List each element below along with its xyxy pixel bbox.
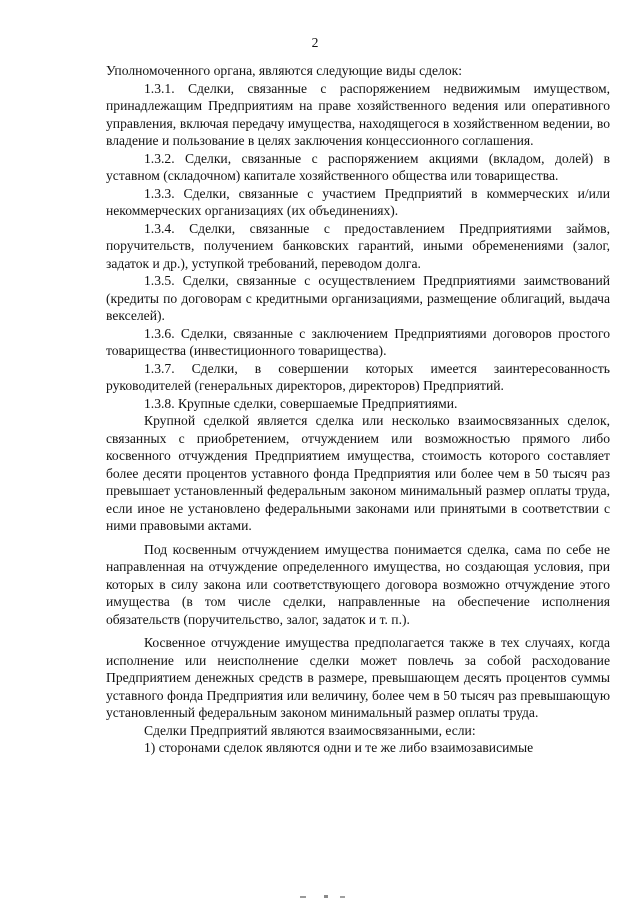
paragraph: 1.3.3. Сделки, связанные с участием Предприятий в коммерческих и/или некоммерческих организациях (их объединениях). [106,185,610,218]
paragraph: Уполномоченного органа, являются следующие виды сделок: [106,63,463,78]
paragraph: 1.3.4. Сделки, связанные с предоставлением Предприятиями займов, поручительств, получением банковских гарантий, иными обременениями (залог, задаток и др.), уступкой требований, переводом долга. [106,220,610,271]
scan-artifact-marks [300,893,360,899]
paragraph: Сделки Предприятий являются взаимосвязанными, если: [144,722,476,738]
paragraph: Крупной сделкой является сделка или несколько взаимосвязанных сделок, связанных с приобретением, отчуждением или возможностью прямого либо косвенного отчуждения Предприятием имущества, стоимость которого составляет более десяти процентов уставного фонда Предприятия или более чем в 50 тысяч раз превышает установленный федеральным законом минимальный размер оплаты труда, если иное не установлено федеральными законами или принятыми в соответствии с ними правовыми актами. [106,413,610,533]
paragraph: 1.3.1. Сделки, связанные с распоряжением недвижимым имуществом, принадлежащим Предприятиям на праве хозяйственного ведения или оперативного управления, включая передачу имущества, находящегося в хозяйственном ведении, во владение и пользование в целях заключения концессионного соглашения. [106,80,610,148]
paragraph: 1.3.6. Сделки, связанные с заключением Предприятиями договоров простого товарищества (инвестиционного товарищества). [106,325,610,358]
paragraph: 1.3.5. Сделки, связанные с осуществлением Предприятиями заимствований (кредиты по договорам с кредитными организациями, размещение облигаций, выдача векселей). [106,273,610,323]
paragraph: Под косвенным отчуждением имущества понимается сделка, сама по себе не направленная на отчуждение определенного имущества, но создающая условия, при которых в силу закона или соответствующего договора возможно отчуждение этого имущества (в том числе сделки, направленные на обеспечение исполнения обязательств (поручительство, залог, задаток и т. п.). [106,541,610,627]
document-body [106,62,610,757]
paragraph: 1.3.8. Крупные сделки, совершаемые Предприятиями. [144,395,458,411]
paragraph: 1) сторонами сделок являются одни и те же либо взаимозависимые [144,740,534,755]
paragraph: 1.3.7. Сделки, в совершении которых имеется заинтересованность руководителей (генеральных директоров, директоров) Предприятий. [106,360,610,393]
paragraph: Косвенное отчуждение имущества предполагается также в тех случаях, когда исполнение или неисполнение сделки может повлечь за собой расходование Предприятием денежных средств в размере, превышающем десять процентов суммы уставного фонда Предприятия или величину, более чем в 50 тысяч раз превышающую установленный федеральным законом минимальный размер оплаты труда. [106,635,610,720]
paragraph: 1.3.2. Сделки, связанные с распоряжением акциями (вкладом, долей) в уставном (складочном) капитале хозяйственного общества или товарищества. [106,150,610,183]
page-number: 2 [311,35,319,50]
